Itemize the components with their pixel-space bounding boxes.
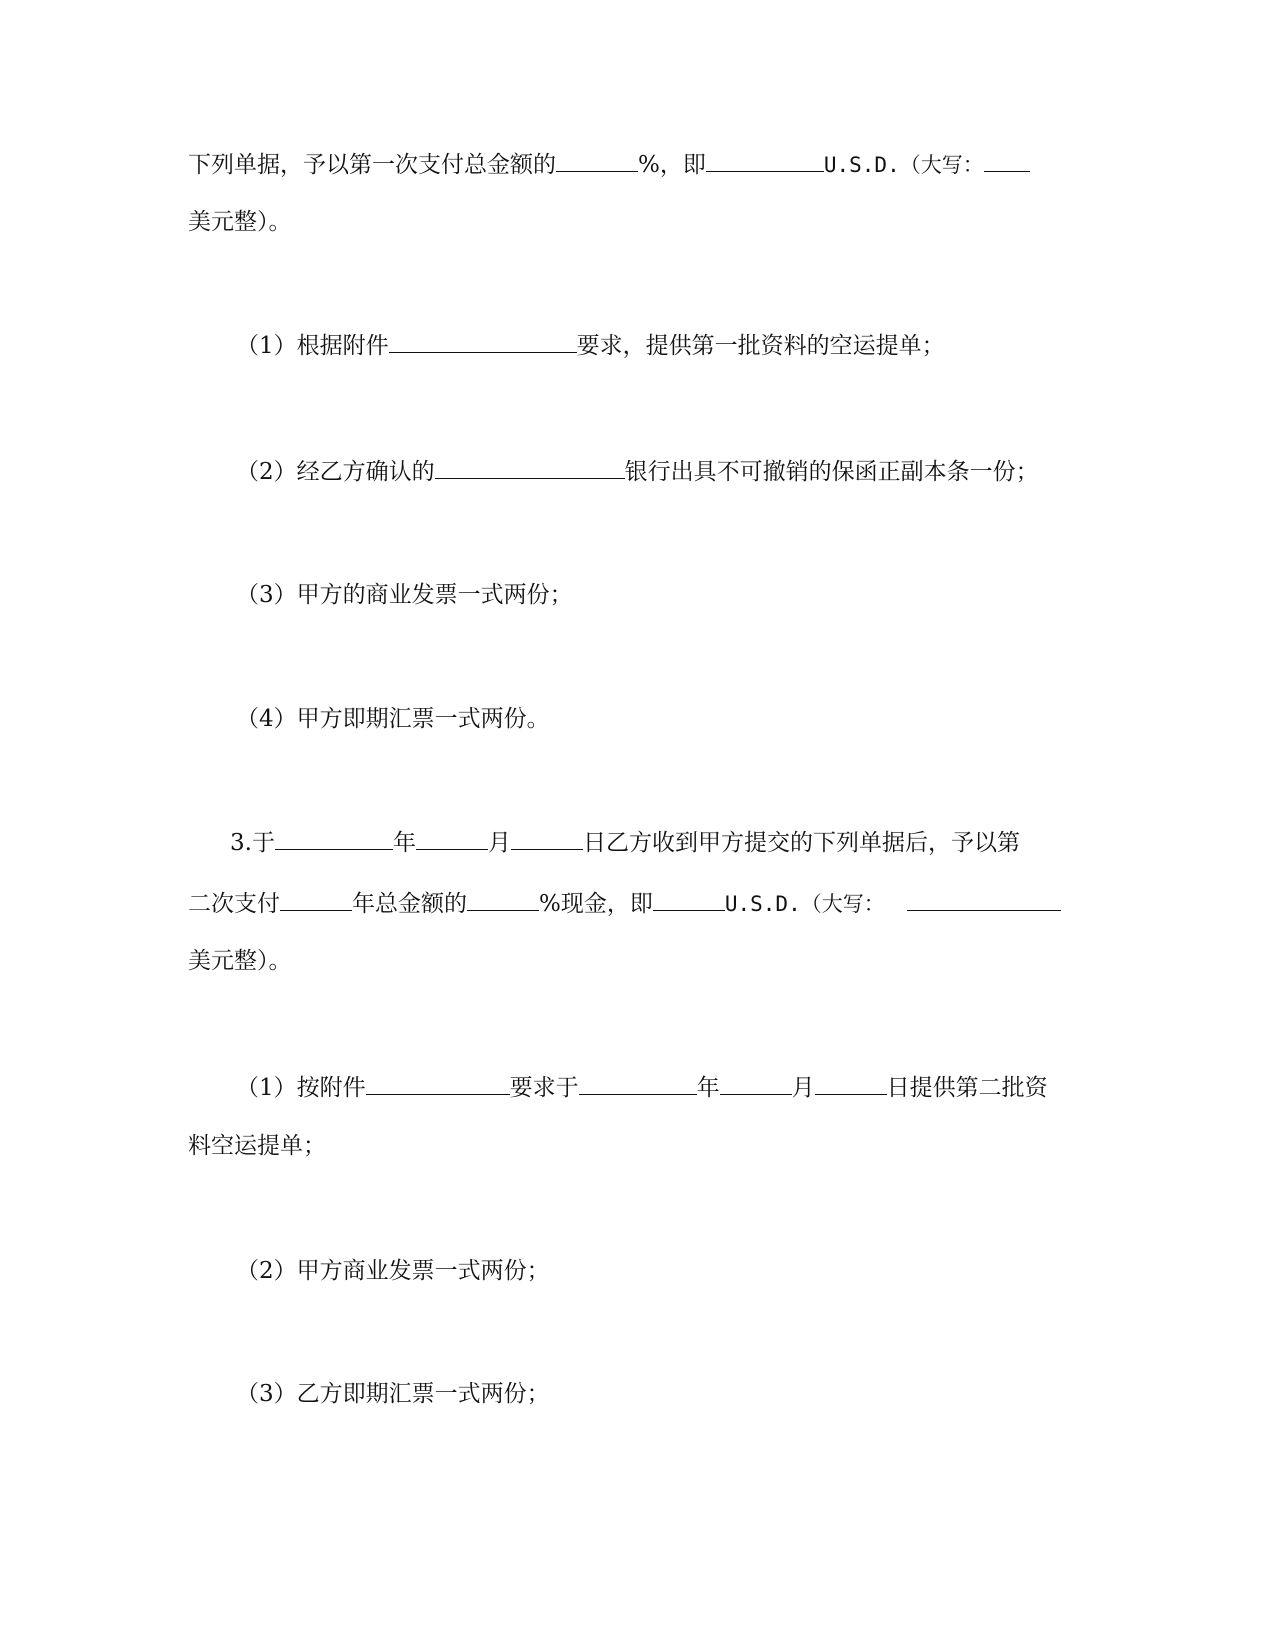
list1-item-4-text: （4）甲方即期汇票一式两份。 [236,706,550,732]
amount-words-blank[interactable] [984,149,1030,172]
clause3-text-c: 月 [487,830,511,856]
clause3-month-blank[interactable] [416,827,488,850]
list2-year-blank[interactable] [579,1072,697,1095]
intro-line-1 [188,149,1030,180]
list1-item-2 [236,456,1039,487]
intro-line-2 [188,207,292,237]
clause3-line-3 [188,946,292,976]
list2-item-2-text: （2）甲方商业发票一式两份； [236,1258,550,1284]
amount-blank[interactable] [706,149,824,172]
list1-item-1-text-b: 要求，提供第一批资料的空运提单； [576,333,945,359]
clause3-text-b: 年 [392,830,416,856]
intro-text-b: %，即 [638,152,706,178]
intro-text-a: 下列单据，予以第一次支付总金额的 [188,152,556,178]
list2-item-1-text-c: 年 [696,1075,720,1101]
clause3-line-1 [230,827,1020,858]
list2-item-1-text-f: 料空运提单； [188,1133,326,1159]
clause3-amount-words-blank[interactable] [907,888,1061,911]
list1-item-4 [236,704,550,734]
bank-blank[interactable] [435,456,625,479]
list2-item-3-text: （3）乙方即期汇票一式两份； [236,1381,550,1407]
clause3-amount-blank[interactable] [653,888,725,911]
clause3-text-end: 美元整）。 [188,948,292,974]
clause3-percent-blank[interactable] [467,888,539,911]
intro-text-end: 美元整）。 [188,209,292,235]
list1-item-3 [236,580,573,610]
list2-item-1-text-e: 日提供第二批资 [886,1075,1048,1101]
clause3-text-d: 日乙方收到甲方提交的下列单据后，予以第 [582,830,1020,856]
list2-item-1-text-b: 要求于 [509,1075,579,1101]
list1-item-2-text-a: （2）经乙方确认的 [236,459,435,485]
clause3-text-h: U.S.D.（大写： [724,892,885,916]
clause3-text-e: 二次支付 [188,891,280,917]
percent-blank[interactable] [556,149,638,172]
clause3-day-blank[interactable] [511,827,583,850]
list2-item-1-text-a: （1）按附件 [236,1075,366,1101]
clause3-year-blank[interactable] [275,827,393,850]
list2-day-blank[interactable] [815,1072,887,1095]
list2-item-1-text-d: 月 [791,1075,815,1101]
attachment-blank-1[interactable] [389,330,577,353]
list2-item-1-line-2 [188,1131,326,1161]
list1-item-1 [236,330,945,361]
list1-item-3-text: （3）甲方的商业发票一式两份； [236,582,573,608]
list1-item-2-text-b: 银行出具不可撤销的保函正副本条一份； [624,459,1039,485]
list2-item-3 [236,1379,550,1409]
intro-text-c: U.S.D.（大写： [823,153,984,177]
clause3-text-a: 3.于 [230,830,275,856]
clause3-line-2 [188,888,1061,919]
list2-month-blank[interactable] [720,1072,792,1095]
clause3-text-f: 年总金额的 [352,891,467,917]
list2-item-2 [236,1256,550,1286]
clause3-year-count-blank[interactable] [280,888,352,911]
list1-item-1-text-a: （1）根据附件 [236,333,389,359]
clause3-text-g: %现金，即 [539,891,653,917]
attachment-blank-2[interactable] [366,1072,510,1095]
list2-item-1 [236,1072,1048,1103]
